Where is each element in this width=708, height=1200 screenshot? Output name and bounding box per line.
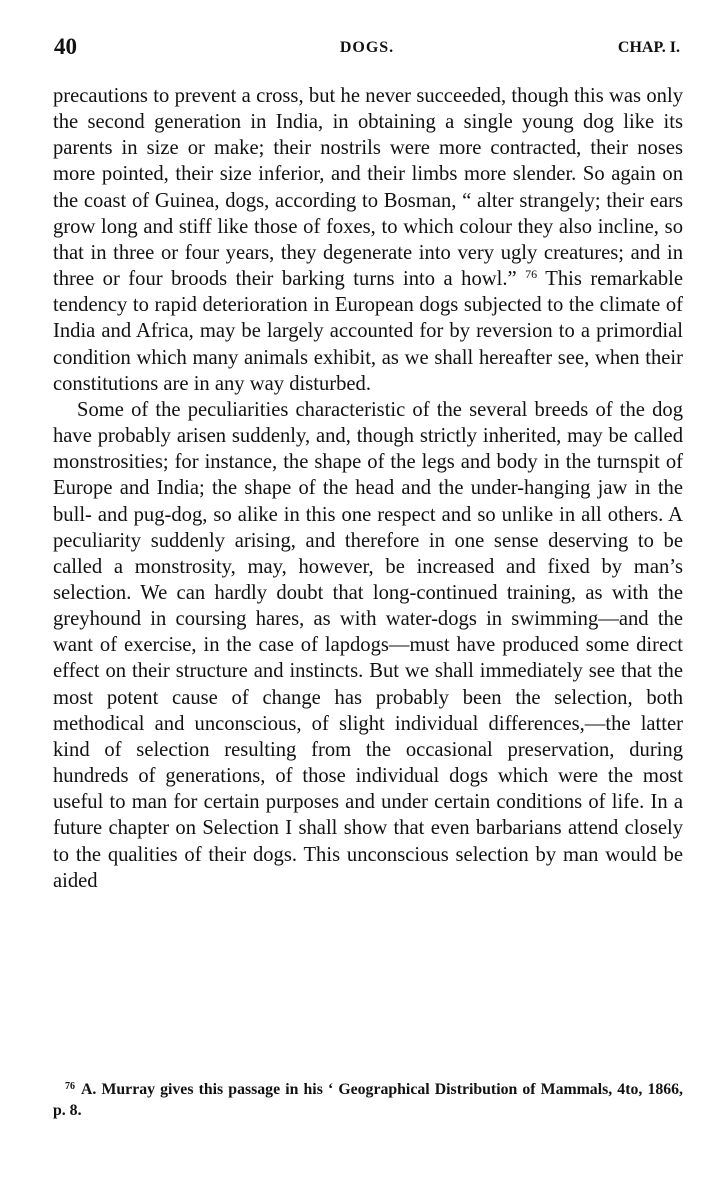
footnote-mark: 76 [65,1081,75,1092]
paragraph-2: Some of the peculiarities characteristic of the several breeds of the dog have probably arisen suddenly, and, though strictly inherited, may be called monstrosities; for instance, the shape of the legs and body in the turnspit of Europe and India; the shape of the head and the under-hanging jaw in the bull- and pug-dog, so alike in this one respect and so unlike in all others. A peculiarity suddenly arising, and therefore in one sense deserving to be called a monstrosity, may, however, be increased and fixed by man’s selection. We can hardly doubt that long-continued training, as with the greyhound in coursing hares, as with water-dogs in swimming—and the want of exercise, in the case of lapdogs—must have produced some direct effect on their structure and instincts. But we shall immediately see that the most potent cause of change has probably been the selection, both methodical and unconscious, of slight individual differences,—the latter kind of selection resulting from the occasional preservation, during hundreds of generations, of those individual dogs which were the most useful to man for certain purposes and under certain conditions of life. In a future chapter on Selection I shall show that even barbarians attend closely to the qualities of their dogs. This unconscious selection by man would be aided [53,398,683,892]
paragraph-1-text-a: precautions to prevent a cross, but he never succeeded, though this was only the second generation in India, in obtaining a single young dog like its parents in size or make; their nostrils were more contracted, their noses more pointed, their size inferior, and their limbs more slender. So again on the coast of Guinea, dogs, according to Bosman, “ alter strangely; their ears grow long and stiff like those of foxes, to which colour they also incline, so that in three or four years, they degenerate into very ugly creatures; and in three or four broods their barking turns into a howl.” [53,85,683,291]
footnote [53,1079,683,1121]
page-number: 40 [54,34,77,59]
running-header [54,34,680,64]
running-title: DOGS. [339,39,395,56]
footnote-text: A. Murray gives this passage in his ‘ Geographical Distribution of Mammals, 4to, 1866, p. 8. [53,1081,683,1119]
paragraph-1 [53,83,683,397]
paragraph-1-text-b: This remarkable tendency to rapid deterioration in European dogs subjected to the climate of India and Africa, may be largely accounted for by reversion to a primordial condition which many animals exhibit, as we shall hereafter see, when their constitutions are in any way disturbed. [53,268,684,395]
body-text [53,83,683,894]
footnote-reference: 76 [525,267,538,282]
chapter-label: CHAP. I. [617,39,680,56]
